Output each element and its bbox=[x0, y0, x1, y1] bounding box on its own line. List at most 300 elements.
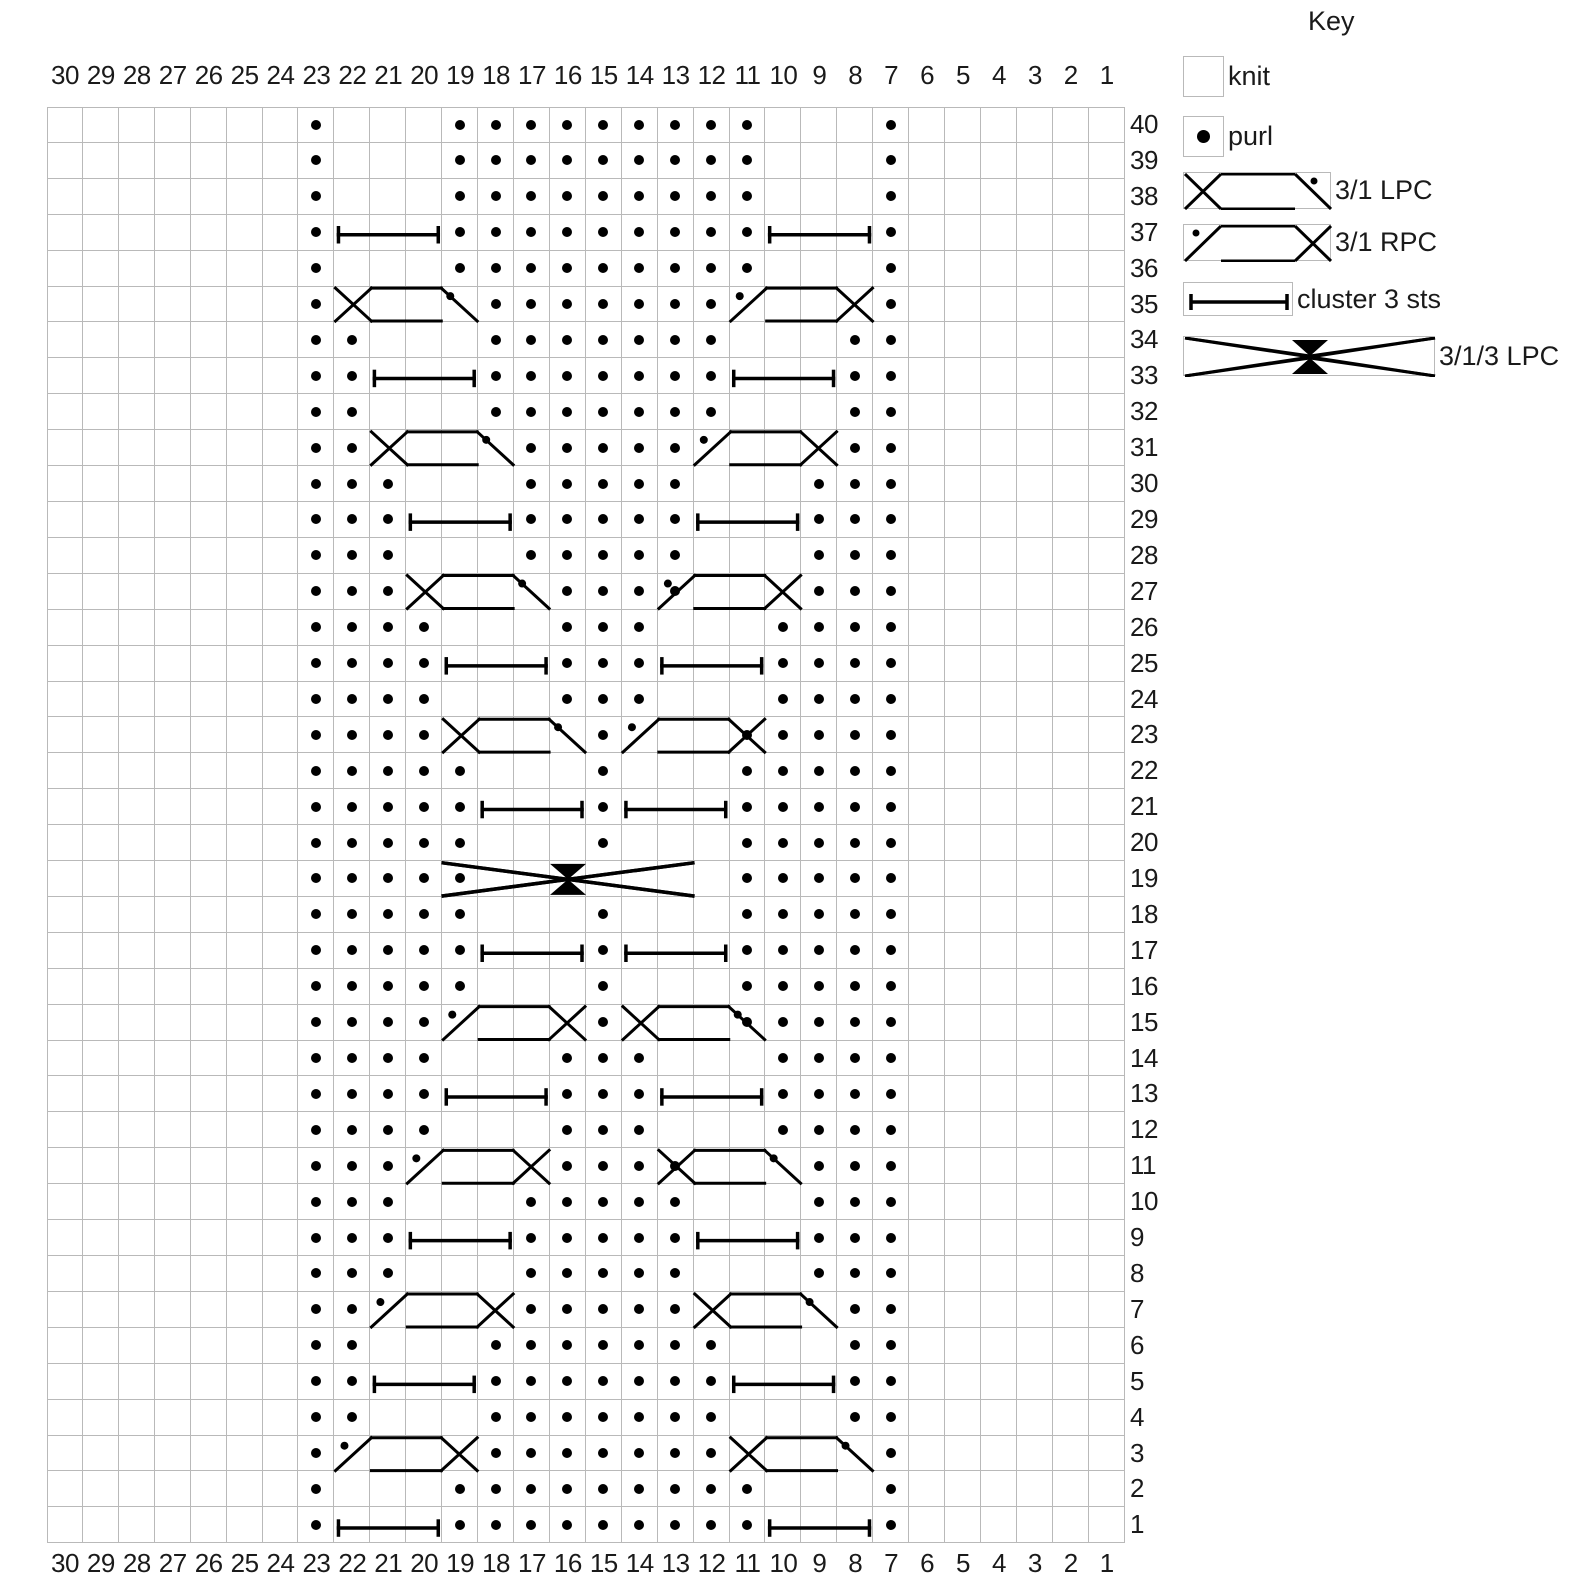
purl-dot-icon bbox=[742, 227, 752, 237]
cell-r12-c8 bbox=[837, 1112, 873, 1148]
cell-r32-c24 bbox=[263, 394, 299, 430]
purl-dot-icon bbox=[886, 1089, 896, 1099]
cell-r23-c17 bbox=[514, 717, 550, 753]
cell-r40-c2 bbox=[1053, 107, 1089, 143]
cell-r11-c2 bbox=[1053, 1148, 1089, 1184]
purl-dot-icon bbox=[814, 1089, 824, 1099]
cell-r17-c10 bbox=[765, 933, 801, 969]
cell-r28-c1 bbox=[1089, 538, 1125, 574]
cell-r33-c14 bbox=[622, 358, 658, 394]
cell-r12-c13 bbox=[658, 1112, 694, 1148]
cell-r21-c16 bbox=[550, 789, 586, 825]
cell-r33-c1 bbox=[1089, 358, 1125, 394]
cell-r15-c24 bbox=[263, 1005, 299, 1041]
cell-r12-c5 bbox=[945, 1112, 981, 1148]
cell-r15-c4 bbox=[981, 1005, 1017, 1041]
cell-r21-c6 bbox=[909, 789, 945, 825]
purl-dot-icon bbox=[383, 514, 393, 524]
column-label-20: 20 bbox=[410, 60, 439, 90]
cell-r2-c15 bbox=[586, 1471, 622, 1507]
cell-r7-c3 bbox=[1017, 1292, 1053, 1328]
cell-r33-c8 bbox=[837, 358, 873, 394]
cell-r27-c6 bbox=[909, 574, 945, 610]
cell-r2-c23 bbox=[298, 1471, 334, 1507]
purl-dot-icon bbox=[814, 658, 824, 668]
cell-r25-c8 bbox=[837, 646, 873, 682]
cell-r26-c25 bbox=[227, 610, 263, 646]
purl-dot-icon bbox=[311, 586, 321, 596]
cell-r38-c25 bbox=[227, 179, 263, 215]
cell-r29-c23 bbox=[298, 502, 334, 538]
purl-dot-icon bbox=[886, 191, 896, 201]
purl-dot-icon bbox=[347, 1340, 357, 1350]
purl-dot-icon bbox=[670, 191, 680, 201]
purl-dot-icon bbox=[706, 1376, 716, 1386]
cell-r4-c26 bbox=[191, 1400, 227, 1436]
cell-r24-c28 bbox=[119, 682, 155, 718]
cell-r3-c18 bbox=[478, 1436, 514, 1472]
purl-dot-icon bbox=[850, 514, 860, 524]
rpc-symbol-icon bbox=[1183, 224, 1331, 261]
cell-r6-c2 bbox=[1053, 1328, 1089, 1364]
column-label-26: 26 bbox=[194, 60, 223, 90]
cell-r39-c4 bbox=[981, 143, 1017, 179]
cell-r37-c10 bbox=[765, 215, 801, 251]
cell-r8-c1 bbox=[1089, 1256, 1125, 1292]
purl-dot-icon bbox=[311, 227, 321, 237]
purl-dot-icon bbox=[562, 227, 572, 237]
row-label-6: 6 bbox=[1130, 1329, 1144, 1360]
cell-r28-c10 bbox=[765, 538, 801, 574]
purl-dot-icon bbox=[634, 1304, 644, 1314]
cell-r30-c2 bbox=[1053, 466, 1089, 502]
cell-r11-c15 bbox=[586, 1148, 622, 1184]
cell-r12-c22 bbox=[334, 1112, 370, 1148]
cell-r13-c24 bbox=[263, 1076, 299, 1112]
chart-row-40 bbox=[47, 107, 1125, 143]
cell-r39-c3 bbox=[1017, 143, 1053, 179]
cell-r34-c29 bbox=[83, 322, 119, 358]
cell-r4-c30 bbox=[47, 1400, 83, 1436]
purl-dot-icon bbox=[562, 1197, 572, 1207]
cell-r19-c25 bbox=[227, 861, 263, 897]
cell-r19-c21 bbox=[370, 861, 406, 897]
cell-r3-c10 bbox=[765, 1436, 801, 1472]
purl-dot-icon bbox=[598, 120, 608, 130]
cell-r5-c30 bbox=[47, 1364, 83, 1400]
cell-r3-c8 bbox=[837, 1436, 873, 1472]
purl-dot-icon bbox=[850, 658, 860, 668]
purl-dot-icon bbox=[814, 909, 824, 919]
cell-r34-c30 bbox=[47, 322, 83, 358]
cell-r4-c17 bbox=[514, 1400, 550, 1436]
column-label-19: 19 bbox=[446, 1548, 475, 1578]
purl-dot-icon bbox=[419, 909, 429, 919]
purl-dot-icon bbox=[670, 1376, 680, 1386]
cell-r22-c2 bbox=[1053, 753, 1089, 789]
cell-r13-c10 bbox=[765, 1076, 801, 1112]
cell-r40-c19 bbox=[442, 107, 478, 143]
cell-r26-c5 bbox=[945, 610, 981, 646]
cell-r34-c17 bbox=[514, 322, 550, 358]
cell-r4-c23 bbox=[298, 1400, 334, 1436]
cell-r1-c19 bbox=[442, 1507, 478, 1543]
column-label-19: 19 bbox=[446, 60, 475, 90]
cell-r35-c16 bbox=[550, 287, 586, 323]
cell-r29-c26 bbox=[191, 502, 227, 538]
cell-r29-c2 bbox=[1053, 502, 1089, 538]
cell-r3-c25 bbox=[227, 1436, 263, 1472]
purl-dot-icon bbox=[491, 407, 501, 417]
cell-r32-c15 bbox=[586, 394, 622, 430]
cell-r21-c13 bbox=[658, 789, 694, 825]
cell-r29-c20 bbox=[406, 502, 442, 538]
purl-dot-icon bbox=[491, 120, 501, 130]
purl-dot-icon bbox=[562, 299, 572, 309]
cell-r15-c25 bbox=[227, 1005, 263, 1041]
purl-dot-icon bbox=[311, 1233, 321, 1243]
cell-r11-c14 bbox=[622, 1148, 658, 1184]
chart-grid bbox=[47, 107, 1125, 1544]
cell-r8-c27 bbox=[155, 1256, 191, 1292]
cell-r3-c11 bbox=[730, 1436, 766, 1472]
cell-r29-c8 bbox=[837, 502, 873, 538]
cell-r11-c25 bbox=[227, 1148, 263, 1184]
cell-r16-c24 bbox=[263, 969, 299, 1005]
purl-dot-icon bbox=[347, 694, 357, 704]
cell-r6-c25 bbox=[227, 1328, 263, 1364]
purl-dot-icon bbox=[886, 299, 896, 309]
cell-r31-c14 bbox=[622, 430, 658, 466]
cell-r1-c3 bbox=[1017, 1507, 1053, 1543]
cell-r20-c24 bbox=[263, 825, 299, 861]
purl-dot-icon bbox=[634, 1484, 644, 1494]
purl-dot-icon bbox=[383, 694, 393, 704]
row-label-21: 21 bbox=[1130, 791, 1158, 822]
cell-r18-c2 bbox=[1053, 897, 1089, 933]
purl-dot-icon bbox=[850, 1376, 860, 1386]
cell-r27-c28 bbox=[119, 574, 155, 610]
cell-r27-c30 bbox=[47, 574, 83, 610]
chart-row-28 bbox=[47, 538, 1125, 574]
chart-row-32 bbox=[47, 394, 1125, 430]
cell-r10-c14 bbox=[622, 1184, 658, 1220]
cell-r28-c3 bbox=[1017, 538, 1053, 574]
purl-dot-icon bbox=[491, 299, 501, 309]
cell-r34-c20 bbox=[406, 322, 442, 358]
cell-r28-c19 bbox=[442, 538, 478, 574]
cell-r28-c12 bbox=[694, 538, 730, 574]
cell-r5-c14 bbox=[622, 1364, 658, 1400]
row-label-29: 29 bbox=[1130, 503, 1158, 534]
cell-r13-c6 bbox=[909, 1076, 945, 1112]
cell-r37-c8 bbox=[837, 215, 873, 251]
row-label-26: 26 bbox=[1130, 611, 1158, 642]
cell-r34-c7 bbox=[873, 322, 909, 358]
cell-r8-c7 bbox=[873, 1256, 909, 1292]
cell-r40-c17 bbox=[514, 107, 550, 143]
cell-r18-c4 bbox=[981, 897, 1017, 933]
purl-dot-icon bbox=[491, 155, 501, 165]
cell-r34-c13 bbox=[658, 322, 694, 358]
cell-r4-c16 bbox=[550, 1400, 586, 1436]
cell-r6-c16 bbox=[550, 1328, 586, 1364]
purl-dot-icon bbox=[383, 873, 393, 883]
cell-r19-c17 bbox=[514, 861, 550, 897]
cell-r24-c8 bbox=[837, 682, 873, 718]
cell-r34-c25 bbox=[227, 322, 263, 358]
cell-r38-c22 bbox=[334, 179, 370, 215]
cell-r8-c6 bbox=[909, 1256, 945, 1292]
cell-r8-c25 bbox=[227, 1256, 263, 1292]
cell-r8-c3 bbox=[1017, 1256, 1053, 1292]
purl-dot-icon bbox=[850, 1053, 860, 1063]
cell-r16-c5 bbox=[945, 969, 981, 1005]
cell-r38-c30 bbox=[47, 179, 83, 215]
cell-r6-c17 bbox=[514, 1328, 550, 1364]
column-label-23: 23 bbox=[302, 60, 331, 90]
row-label-11: 11 bbox=[1130, 1150, 1156, 1181]
cell-r31-c10 bbox=[765, 430, 801, 466]
cell-r26-c29 bbox=[83, 610, 119, 646]
cell-r20-c13 bbox=[658, 825, 694, 861]
cell-r29-c25 bbox=[227, 502, 263, 538]
cell-r30-c29 bbox=[83, 466, 119, 502]
purl-dot-icon bbox=[311, 1017, 321, 1027]
purl-dot-icon bbox=[778, 1125, 788, 1135]
cell-r33-c18 bbox=[478, 358, 514, 394]
cell-r40-c23 bbox=[298, 107, 334, 143]
purl-dot-icon bbox=[598, 1304, 608, 1314]
cell-r22-c15 bbox=[586, 753, 622, 789]
cell-r8-c26 bbox=[191, 1256, 227, 1292]
cell-r33-c28 bbox=[119, 358, 155, 394]
cell-r32-c29 bbox=[83, 394, 119, 430]
cell-r30-c19 bbox=[442, 466, 478, 502]
cell-r12-c2 bbox=[1053, 1112, 1089, 1148]
cell-r17-c26 bbox=[191, 933, 227, 969]
cell-r9-c21 bbox=[370, 1220, 406, 1256]
cell-r23-c11 bbox=[730, 717, 766, 753]
purl-dot-icon bbox=[311, 945, 321, 955]
cell-r24-c12 bbox=[694, 682, 730, 718]
cell-r38-c7 bbox=[873, 179, 909, 215]
cell-r40-c10 bbox=[765, 107, 801, 143]
cell-r22-c16 bbox=[550, 753, 586, 789]
cell-r6-c20 bbox=[406, 1328, 442, 1364]
cell-r34-c9 bbox=[801, 322, 837, 358]
purl-dot-icon bbox=[850, 1304, 860, 1314]
cell-r20-c9 bbox=[801, 825, 837, 861]
cell-r14-c25 bbox=[227, 1041, 263, 1077]
cell-r38-c19 bbox=[442, 179, 478, 215]
cell-r23-c5 bbox=[945, 717, 981, 753]
cell-r21-c3 bbox=[1017, 789, 1053, 825]
purl-dot-icon bbox=[526, 1340, 536, 1350]
cell-r22-c3 bbox=[1017, 753, 1053, 789]
purl-dot-icon bbox=[634, 443, 644, 453]
purl-dot-icon bbox=[706, 1340, 716, 1350]
cell-r36-c23 bbox=[298, 251, 334, 287]
cell-r9-c4 bbox=[981, 1220, 1017, 1256]
purl-dot-icon bbox=[670, 1161, 680, 1171]
cell-r27-c1 bbox=[1089, 574, 1125, 610]
chart-row-16 bbox=[47, 969, 1125, 1005]
cell-r24-c29 bbox=[83, 682, 119, 718]
purl-dot-icon bbox=[347, 766, 357, 776]
cell-r23-c25 bbox=[227, 717, 263, 753]
purl-dot-icon bbox=[634, 1089, 644, 1099]
purl-dot-icon bbox=[814, 730, 824, 740]
cell-r31-c16 bbox=[550, 430, 586, 466]
key-label-lpc: 3/1 LPC bbox=[1335, 175, 1433, 205]
cell-r22-c17 bbox=[514, 753, 550, 789]
chart-row-7 bbox=[47, 1292, 1125, 1328]
chart-row-18 bbox=[47, 897, 1125, 933]
cell-r15-c23 bbox=[298, 1005, 334, 1041]
cell-r2-c27 bbox=[155, 1471, 191, 1507]
cell-r29-c3 bbox=[1017, 502, 1053, 538]
column-label-8: 8 bbox=[848, 1548, 863, 1578]
cell-r19-c26 bbox=[191, 861, 227, 897]
cell-r15-c29 bbox=[83, 1005, 119, 1041]
cell-r40-c8 bbox=[837, 107, 873, 143]
cell-r14-c18 bbox=[478, 1041, 514, 1077]
cell-r15-c14 bbox=[622, 1005, 658, 1041]
purl-dot-icon bbox=[598, 514, 608, 524]
cell-r9-c16 bbox=[550, 1220, 586, 1256]
row-label-38: 38 bbox=[1130, 180, 1158, 211]
purl-dot-icon bbox=[311, 407, 321, 417]
purl-dot-icon bbox=[886, 263, 896, 273]
chart-row-22 bbox=[47, 753, 1125, 789]
cell-r24-c15 bbox=[586, 682, 622, 718]
cell-r18-c14 bbox=[622, 897, 658, 933]
cell-r24-c21 bbox=[370, 682, 406, 718]
cell-r22-c21 bbox=[370, 753, 406, 789]
cell-r27-c9 bbox=[801, 574, 837, 610]
cell-r14-c4 bbox=[981, 1041, 1017, 1077]
column-label-8: 8 bbox=[848, 60, 863, 90]
cell-r18-c20 bbox=[406, 897, 442, 933]
cell-r17-c5 bbox=[945, 933, 981, 969]
cell-r5-c26 bbox=[191, 1364, 227, 1400]
purl-dot-icon bbox=[562, 191, 572, 201]
cell-r14-c10 bbox=[765, 1041, 801, 1077]
purl-dot-icon bbox=[311, 1197, 321, 1207]
cell-r3-c30 bbox=[47, 1436, 83, 1472]
cell-r14-c23 bbox=[298, 1041, 334, 1077]
cell-r2-c22 bbox=[334, 1471, 370, 1507]
cell-r29-c5 bbox=[945, 502, 981, 538]
cell-r38-c12 bbox=[694, 179, 730, 215]
cell-r27-c17 bbox=[514, 574, 550, 610]
chart-row-24 bbox=[47, 682, 1125, 718]
cell-r23-c27 bbox=[155, 717, 191, 753]
cell-r29-c7 bbox=[873, 502, 909, 538]
cell-r23-c12 bbox=[694, 717, 730, 753]
cell-r34-c12 bbox=[694, 322, 730, 358]
cell-r22-c30 bbox=[47, 753, 83, 789]
cell-r26-c24 bbox=[263, 610, 299, 646]
purl-dot-icon bbox=[598, 191, 608, 201]
cell-r20-c23 bbox=[298, 825, 334, 861]
chart-row-10 bbox=[47, 1184, 1125, 1220]
cell-r28-c17 bbox=[514, 538, 550, 574]
cell-r3-c4 bbox=[981, 1436, 1017, 1472]
cell-r1-c23 bbox=[298, 1507, 334, 1543]
purl-dot-icon bbox=[347, 1053, 357, 1063]
cell-r14-c30 bbox=[47, 1041, 83, 1077]
cell-r33-c4 bbox=[981, 358, 1017, 394]
cell-r21-c22 bbox=[334, 789, 370, 825]
cell-r18-c12 bbox=[694, 897, 730, 933]
purl-dot-icon bbox=[311, 909, 321, 919]
cell-r24-c1 bbox=[1089, 682, 1125, 718]
purl-dot-icon bbox=[778, 694, 788, 704]
cell-r14-c16 bbox=[550, 1041, 586, 1077]
cell-r19-c1 bbox=[1089, 861, 1125, 897]
cell-r21-c27 bbox=[155, 789, 191, 825]
column-label-21: 21 bbox=[374, 60, 403, 90]
purl-dot-icon bbox=[455, 802, 465, 812]
purl-dot-icon bbox=[491, 1376, 501, 1386]
cell-r32-c19 bbox=[442, 394, 478, 430]
cell-r14-c20 bbox=[406, 1041, 442, 1077]
column-label-11: 11 bbox=[734, 60, 761, 90]
cell-r22-c23 bbox=[298, 753, 334, 789]
cell-r3-c21 bbox=[370, 1436, 406, 1472]
cell-r8-c24 bbox=[263, 1256, 299, 1292]
cell-r1-c9 bbox=[801, 1507, 837, 1543]
purl-dot-icon bbox=[742, 155, 752, 165]
cell-r36-c19 bbox=[442, 251, 478, 287]
cell-r5-c7 bbox=[873, 1364, 909, 1400]
purl-dot-icon bbox=[311, 1268, 321, 1278]
cell-r12-c9 bbox=[801, 1112, 837, 1148]
row-label-4: 4 bbox=[1130, 1401, 1144, 1432]
cell-r18-c22 bbox=[334, 897, 370, 933]
cell-r25-c19 bbox=[442, 646, 478, 682]
cell-r30-c25 bbox=[227, 466, 263, 502]
cell-r16-c10 bbox=[765, 969, 801, 1005]
cell-r21-c26 bbox=[191, 789, 227, 825]
cell-r39-c30 bbox=[47, 143, 83, 179]
purl-dot-icon bbox=[850, 730, 860, 740]
column-label-1: 1 bbox=[1099, 60, 1114, 90]
cell-r39-c9 bbox=[801, 143, 837, 179]
cell-r18-c17 bbox=[514, 897, 550, 933]
cell-r11-c21 bbox=[370, 1148, 406, 1184]
cell-r8-c28 bbox=[119, 1256, 155, 1292]
cell-r11-c26 bbox=[191, 1148, 227, 1184]
cell-r28-c6 bbox=[909, 538, 945, 574]
purl-dot-icon bbox=[850, 1412, 860, 1422]
purl-dot-icon bbox=[634, 586, 644, 596]
column-label-1: 1 bbox=[1099, 1548, 1114, 1578]
cell-r7-c4 bbox=[981, 1292, 1017, 1328]
cell-r29-c14 bbox=[622, 502, 658, 538]
cell-r35-c30 bbox=[47, 287, 83, 323]
cell-r39-c28 bbox=[119, 143, 155, 179]
cell-r4-c29 bbox=[83, 1400, 119, 1436]
cell-r32-c10 bbox=[765, 394, 801, 430]
column-label-28: 28 bbox=[122, 60, 151, 90]
purl-dot-icon bbox=[491, 263, 501, 273]
cell-r9-c25 bbox=[227, 1220, 263, 1256]
cell-r32-c3 bbox=[1017, 394, 1053, 430]
cell-r15-c13 bbox=[658, 1005, 694, 1041]
